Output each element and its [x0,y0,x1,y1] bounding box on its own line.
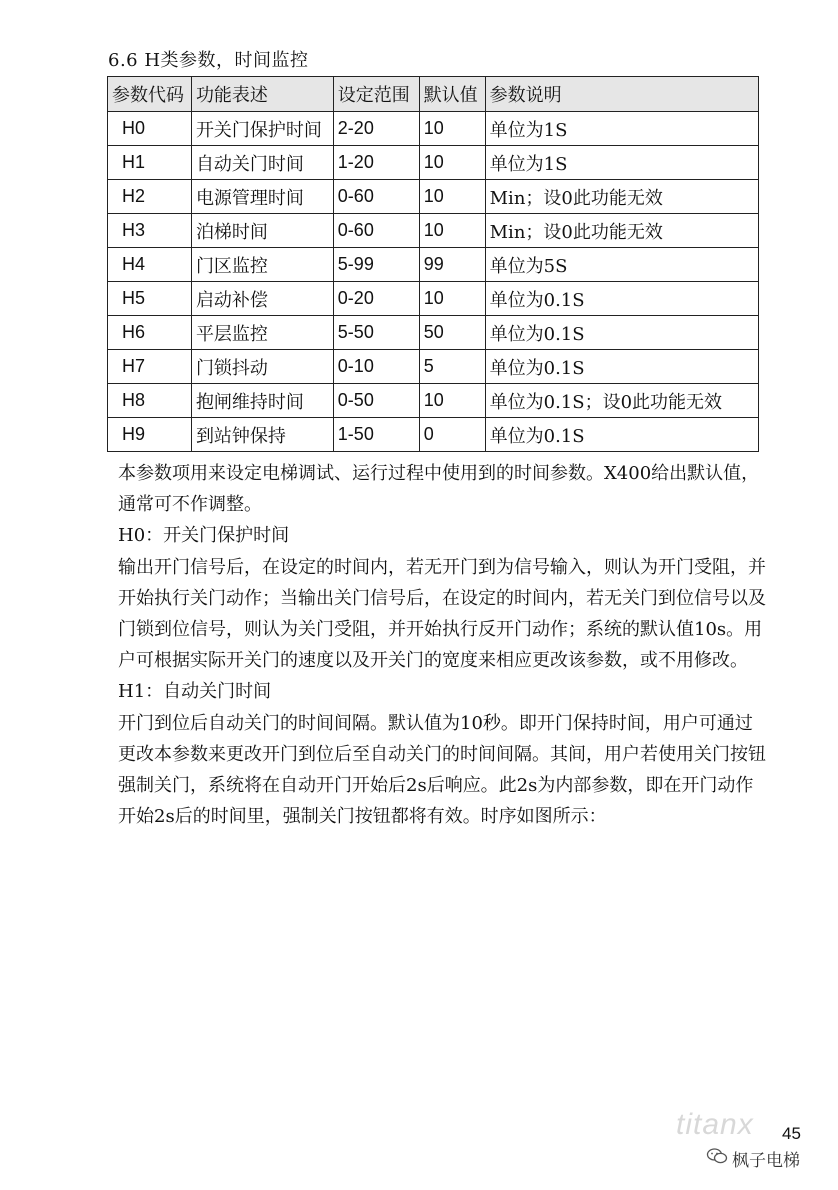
section-title: 6.6 H类参数，时间监控 [108,50,309,71]
cell-function: 门锁抖动 [191,350,333,384]
cell-default: 10 [419,180,485,214]
intro-paragraph: 本参数项用来设定电梯调试、运行过程中使用到的时间参数。X400给出默认值，通常可不作调整。 [118,463,760,516]
cell-range: 5-50 [333,316,419,350]
cell-description: Min；设0此功能无效 [485,180,758,214]
cell-range: 0-60 [333,214,419,248]
cell-function: 启动补偿 [191,282,333,316]
cell-code: H0 [108,112,192,146]
h0-heading: H0：开关门保护时间 [118,525,290,547]
header-description: 参数说明 [485,77,758,112]
cell-default: 10 [419,112,485,146]
cell-range: 0-60 [333,180,419,214]
cell-description: 单位为0.1S [485,350,758,384]
cell-range: 5-99 [333,248,419,282]
page-number: 45 [782,1124,801,1143]
cell-description: 单位为0.1S [485,418,758,452]
cell-range: 0-50 [333,384,419,418]
cell-description: Min；设0此功能无效 [485,214,758,248]
cell-function: 电源管理时间 [191,180,333,214]
table-row [108,180,759,214]
cell-default: 10 [419,282,485,316]
table-header-row [108,77,759,112]
header-function: 功能表述 [191,77,333,112]
table-row [108,282,759,316]
cell-range: 1-50 [333,418,419,452]
cell-default: 50 [419,316,485,350]
cell-code: H8 [108,384,192,418]
table-row [108,350,759,384]
table-row [108,112,759,146]
table-row [108,418,759,452]
table-row [108,146,759,180]
header-range: 设定范围 [333,77,419,112]
cell-code: H9 [108,418,192,452]
cell-range: 0-20 [333,282,419,316]
cell-description: 单位为0.1S [485,316,758,350]
cell-function: 开关门保护时间 [191,112,333,146]
cell-default: 10 [419,214,485,248]
parameter-table [107,76,759,452]
wechat-icon [706,1147,728,1170]
h1-heading: H1：自动关门时间 [118,681,272,703]
cell-range: 2-20 [333,112,419,146]
cell-description: 单位为0.1S；设0此功能无效 [485,384,758,418]
cell-description: 单位为5S [485,248,758,282]
cell-function: 抱闸维持时间 [191,384,333,418]
header-code: 参数代码 [108,77,192,112]
cell-function: 自动关门时间 [191,146,333,180]
cell-code: H7 [108,350,192,384]
cell-code: H1 [108,146,192,180]
table-row [108,316,759,350]
cell-code: H4 [108,248,192,282]
cell-description: 单位为1S [485,146,758,180]
cell-range: 0-10 [333,350,419,384]
h0-paragraph: 输出开门信号后，在设定的时间内，若无开门到为信号输入，则认为开门受阻，并开始执行关门动作；当输出关门信号后，在设定的时间内，若无关门到位信号以及门锁到位信号，则认为关门受阻，并开始执行反开门动作；系统的默认值10s。用户可根据实际开关门的速度以及开关门的宽度来相应更改该参数，或不用修改。 [118,556,766,672]
h1-paragraph: 开门到位后自动关门的时间间隔。默认值为10秒。即开门保持时间，用户可通过更改本参数来更改开门到位后至自动关门的时间间隔。其间，用户若使用关门按钮强制关门，系统将在自动开门开始后2s后响应。此2s为内部参数，即在开门动作开始2s后的时间里，强制关门按钮都将有效。时序如图所示： [118,712,766,828]
cell-code: H3 [108,214,192,248]
cell-default: 10 [419,146,485,180]
table-row [108,248,759,282]
cell-default: 10 [419,384,485,418]
cell-code: H5 [108,282,192,316]
cell-default: 5 [419,350,485,384]
watermark: titanx [676,1108,754,1141]
cell-function: 平层监控 [191,316,333,350]
table-row [108,384,759,418]
cell-function: 到站钟保持 [191,418,333,452]
cell-default: 99 [419,248,485,282]
cell-function: 门区监控 [191,248,333,282]
brand-name: 枫子电梯 [732,1151,800,1171]
header-default: 默认值 [419,77,485,112]
cell-code: H6 [108,316,192,350]
cell-description: 单位为1S [485,112,758,146]
cell-description: 单位为0.1S [485,282,758,316]
cell-code: H2 [108,180,192,214]
cell-range: 1-20 [333,146,419,180]
cell-function: 泊梯时间 [191,214,333,248]
table-row [108,214,759,248]
brand-mark [706,1146,800,1171]
cell-default: 0 [419,418,485,452]
body-text [118,458,768,832]
